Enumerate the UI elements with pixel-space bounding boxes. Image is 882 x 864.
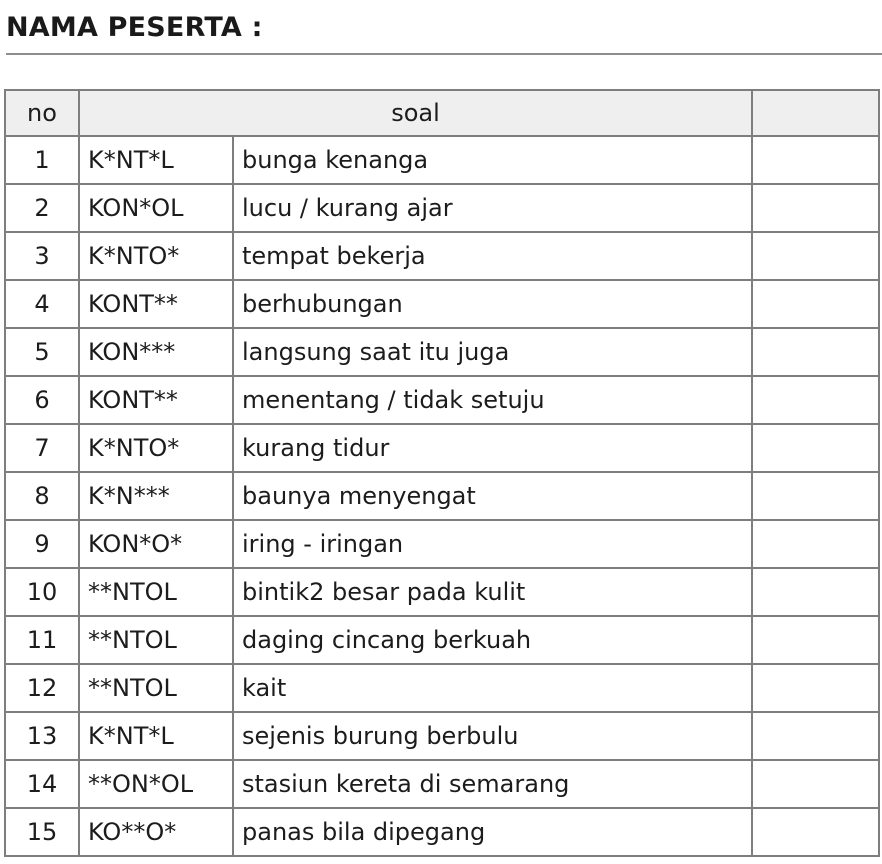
column-header-soal: soal — [79, 90, 752, 136]
table-row — [5, 424, 879, 472]
answer-cell — [752, 328, 879, 376]
row-number: 9 — [5, 520, 79, 568]
answer-cell — [752, 568, 879, 616]
puzzle-clue: kait — [233, 664, 752, 712]
row-number: 12 — [5, 664, 79, 712]
table-row — [5, 376, 879, 424]
row-number: 3 — [5, 232, 79, 280]
puzzle-clue: iring - iringan — [233, 520, 752, 568]
row-number: 2 — [5, 184, 79, 232]
table-row — [5, 616, 879, 664]
puzzle-code: **NTOL — [79, 664, 233, 712]
answer-cell — [752, 424, 879, 472]
column-header-answer — [752, 90, 879, 136]
puzzle-clue: kurang tidur — [233, 424, 752, 472]
answer-cell — [752, 520, 879, 568]
page-title: NAMA PESERTA : — [6, 12, 263, 43]
table-row — [5, 328, 879, 376]
row-number: 10 — [5, 568, 79, 616]
table-row — [5, 136, 879, 184]
puzzle-code: KON*** — [79, 328, 233, 376]
puzzle-clue: berhubungan — [233, 280, 752, 328]
table-row — [5, 808, 879, 856]
puzzle-code: KONT** — [79, 376, 233, 424]
page-header — [6, 6, 882, 56]
answer-cell — [752, 184, 879, 232]
puzzle-code: **NTOL — [79, 568, 233, 616]
answer-cell — [752, 760, 879, 808]
puzzle-code: K*NT*L — [79, 136, 233, 184]
row-number: 13 — [5, 712, 79, 760]
puzzle-clue: bintik2 besar pada kulit — [233, 568, 752, 616]
puzzle-clue: tempat bekerja — [233, 232, 752, 280]
table-row — [5, 280, 879, 328]
puzzle-clue: sejenis burung berbulu — [233, 712, 752, 760]
table-row — [5, 568, 879, 616]
puzzle-clue: bunga kenanga — [233, 136, 752, 184]
puzzle-code: KON*OL — [79, 184, 233, 232]
puzzle-clue: lucu / kurang ajar — [233, 184, 752, 232]
table-body — [5, 136, 879, 856]
answer-cell — [752, 664, 879, 712]
puzzle-code: KON*O* — [79, 520, 233, 568]
puzzle-code: KONT** — [79, 280, 233, 328]
puzzle-clue: daging cincang berkuah — [233, 616, 752, 664]
row-number: 5 — [5, 328, 79, 376]
answer-cell — [752, 232, 879, 280]
table-header-row — [5, 90, 879, 136]
answer-cell — [752, 280, 879, 328]
row-number: 15 — [5, 808, 79, 856]
table-row — [5, 664, 879, 712]
puzzle-code: K*NT*L — [79, 712, 233, 760]
puzzle-code: **NTOL — [79, 616, 233, 664]
row-number: 6 — [5, 376, 79, 424]
row-number: 14 — [5, 760, 79, 808]
puzzle-code: KO**O* — [79, 808, 233, 856]
row-number: 8 — [5, 472, 79, 520]
puzzle-clue: baunya menyengat — [233, 472, 752, 520]
puzzle-code: K*NTO* — [79, 424, 233, 472]
answer-cell — [752, 808, 879, 856]
puzzle-clue: stasiun kereta di semarang — [233, 760, 752, 808]
answer-cell — [752, 376, 879, 424]
answer-cell — [752, 472, 879, 520]
puzzle-code: K*N*** — [79, 472, 233, 520]
puzzle-clue: langsung saat itu juga — [233, 328, 752, 376]
row-number: 1 — [5, 136, 79, 184]
row-number: 4 — [5, 280, 79, 328]
row-number: 7 — [5, 424, 79, 472]
puzzle-code: K*NTO* — [79, 232, 233, 280]
row-number: 11 — [5, 616, 79, 664]
answer-cell — [752, 712, 879, 760]
puzzle-code: **ON*OL — [79, 760, 233, 808]
table-row — [5, 520, 879, 568]
table-row — [5, 184, 879, 232]
puzzle-clue: panas bila dipegang — [233, 808, 752, 856]
title-underline — [6, 53, 882, 55]
answer-cell — [752, 616, 879, 664]
column-header-no: no — [5, 90, 79, 136]
table-row — [5, 712, 879, 760]
table-row — [5, 760, 879, 808]
answer-cell — [752, 136, 879, 184]
table-row — [5, 472, 879, 520]
table-row — [5, 232, 879, 280]
quiz-table — [4, 89, 880, 857]
puzzle-clue: menentang / tidak setuju — [233, 376, 752, 424]
